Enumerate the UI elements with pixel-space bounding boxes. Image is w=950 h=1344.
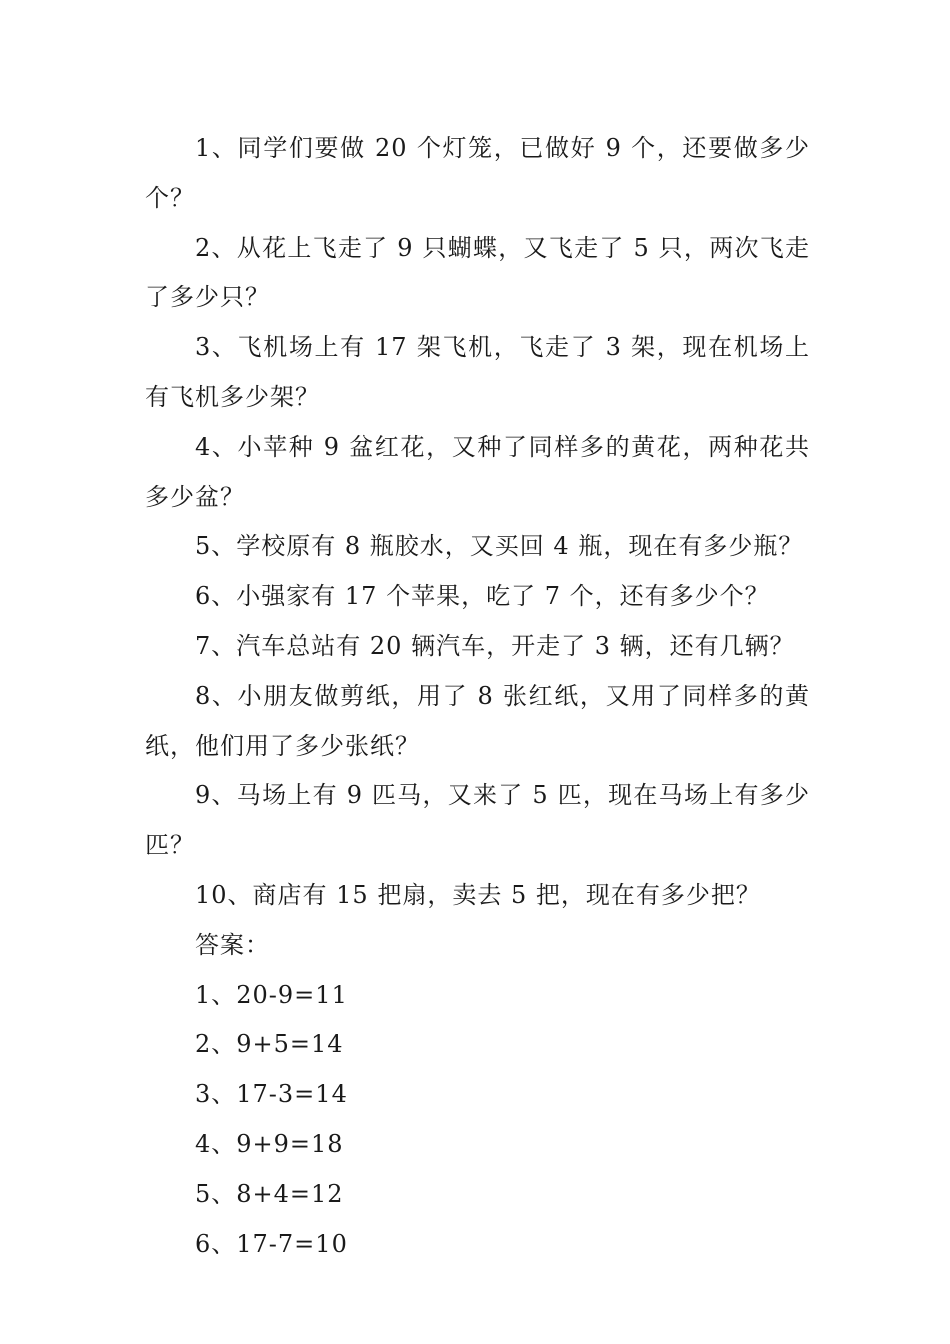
- answer-1: 1、20-9=11: [195, 980, 348, 1009]
- question-9: 9、马场上有 9 匹马，又来了 5 匹，现在马场上有多少匹？: [145, 781, 810, 860]
- question-6: 6、小强家有 17 个苹果，吃了 7 个，还有多少个？: [195, 582, 770, 611]
- question-2: 2、从花上飞走了 9 只蝴蝶，又飞走了 5 只，两次飞走了多少只？: [145, 233, 810, 312]
- question-5: 5、学校原有 8 瓶胶水，又买回 4 瓶，现在有多少瓶？: [195, 532, 804, 561]
- document-body: [145, 124, 810, 1269]
- answer-4: 4、9+9=18: [195, 1129, 344, 1158]
- question-8: 8、小朋友做剪纸，用了 8 张红纸，又用了同样多的黄纸，他们用了多少张纸？: [145, 681, 810, 760]
- answers-heading: 答案：: [195, 930, 270, 959]
- answer-3: 3、17-3=14: [195, 1080, 348, 1109]
- question-7: 7、汽车总站有 20 辆汽车，开走了 3 辆，还有几辆？: [195, 631, 795, 660]
- question-10: 10、商店有 15 把扇，卖去 5 把，现在有多少把？: [195, 880, 761, 909]
- question-4: 4、小苹种 9 盆红花，又种了同样多的黄花，两种花共多少盆？: [145, 432, 810, 511]
- question-1: 1、同学们要做 20 个灯笼，已做好 9 个，还要做多少个？: [145, 134, 810, 212]
- answer-2: 2、9+5=14: [195, 1030, 344, 1059]
- answer-6: 6、17-7=10: [195, 1229, 348, 1258]
- question-3: 3、飞机场上有 17 架飞机，飞走了 3 架，现在机场上有飞机多少架？: [145, 333, 810, 411]
- answer-5: 5、8+4=12: [195, 1179, 344, 1208]
